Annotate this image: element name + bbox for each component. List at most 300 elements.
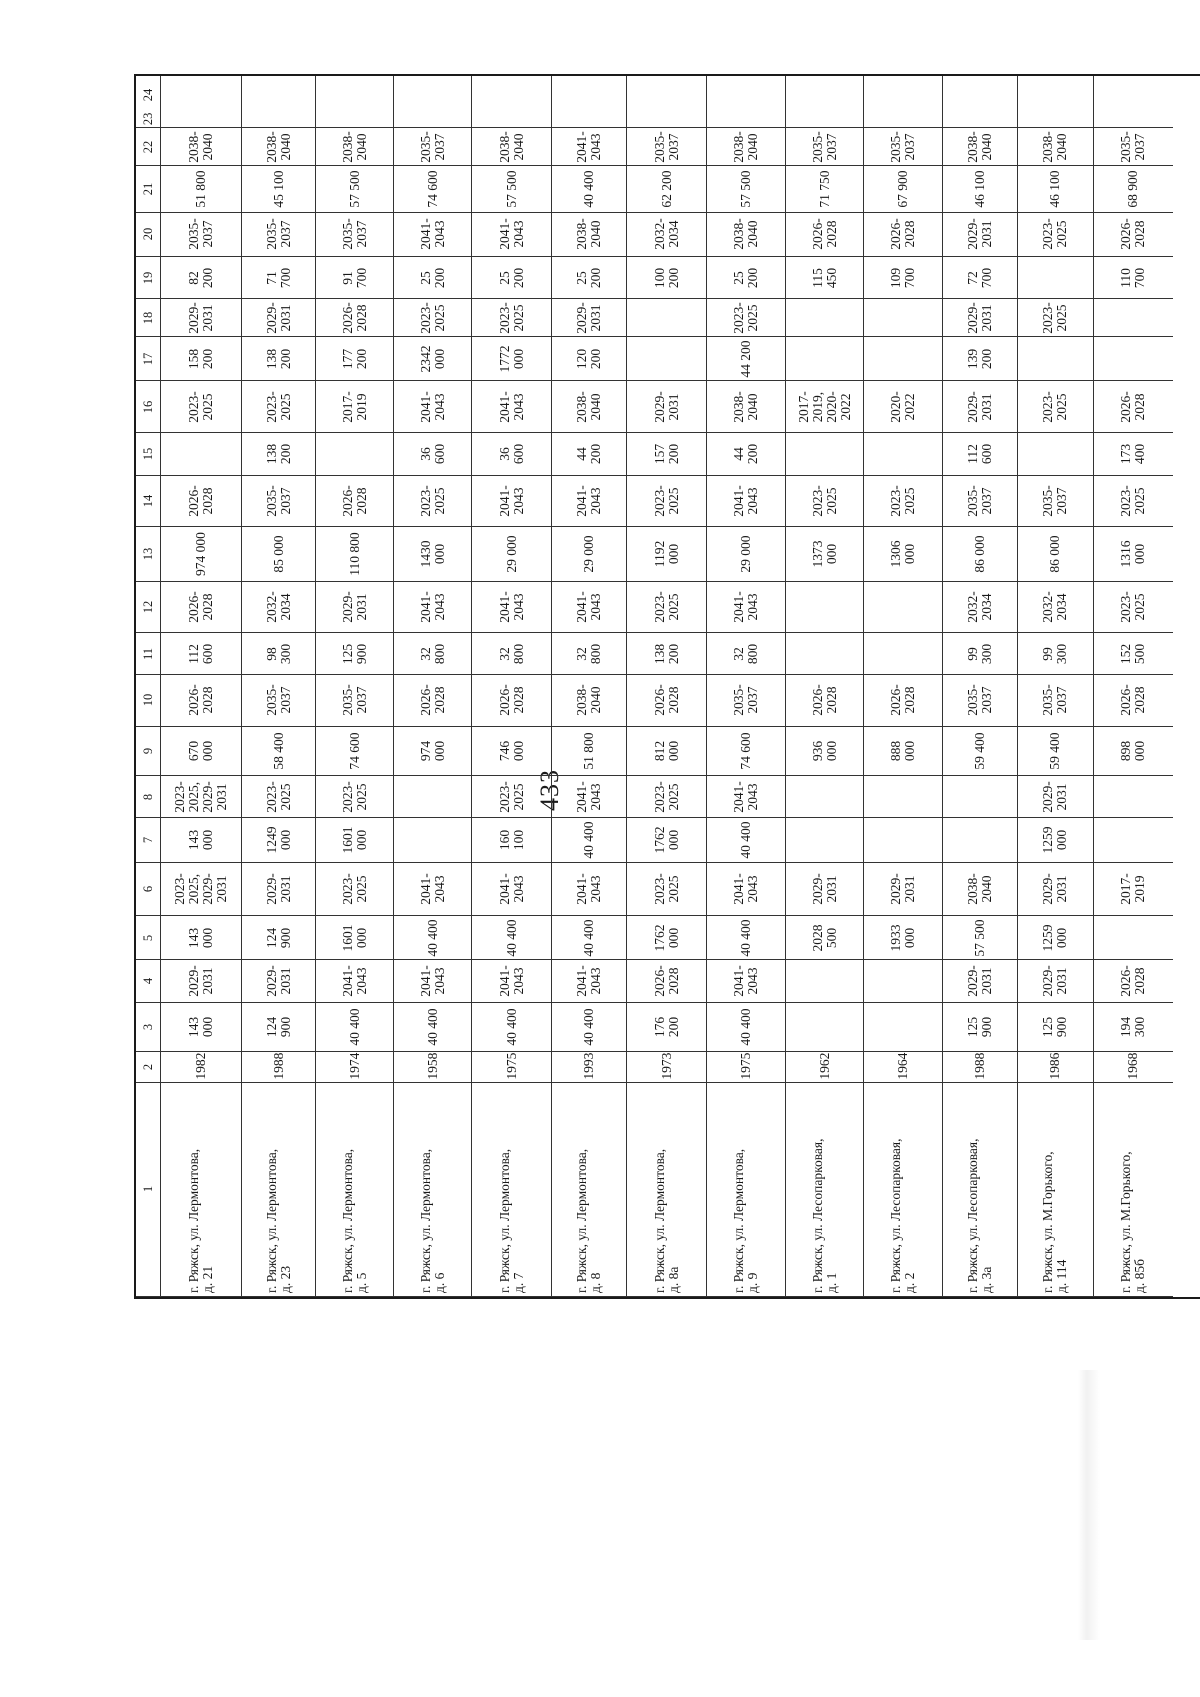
table-cell <box>1018 1052 1093 1083</box>
table-cell <box>242 128 315 166</box>
address-text: г. Ряжск, ул. Лермонтова, д. 5 <box>339 1149 369 1294</box>
header-cell <box>136 166 160 212</box>
table-cell <box>394 381 471 433</box>
table-cell <box>1094 299 1173 337</box>
table-cell <box>627 76 705 114</box>
table-cell <box>394 916 471 960</box>
cell-value: 2029- 2031 <box>574 302 604 334</box>
table-cell <box>707 128 785 166</box>
cell-value: 2041- 2043 <box>417 591 447 623</box>
table-cell <box>1018 727 1093 777</box>
table-cell <box>242 476 315 527</box>
column-number: 9 <box>141 747 156 754</box>
table-cell <box>394 476 471 527</box>
table-cell <box>316 1003 393 1052</box>
table-cell <box>316 381 393 433</box>
table-cell <box>707 960 785 1003</box>
table-cell <box>707 916 785 960</box>
column-number: 8 <box>141 793 156 800</box>
table-cell <box>552 582 627 633</box>
cell-value: 36 600 <box>496 444 526 465</box>
cell-value: 2038- 2040 <box>731 390 761 423</box>
cell-value: 25 200 <box>731 267 761 288</box>
column-number: 2 <box>141 1063 156 1070</box>
table-cell <box>786 916 863 960</box>
cell-value: 2029- 2031 <box>651 390 681 423</box>
table-cell <box>1018 128 1093 166</box>
table-cell <box>1018 381 1093 433</box>
cell-value: 2023- 2025 <box>263 781 293 813</box>
cell-value: 2017- 2019 <box>1118 873 1148 905</box>
table-cell <box>161 863 241 916</box>
table-row <box>552 76 628 1297</box>
header-cell <box>136 1083 160 1297</box>
table-cell <box>707 257 785 299</box>
cell-value: 1772 000 <box>496 345 526 373</box>
cell-value: 1974 <box>346 1052 362 1080</box>
cell-value: 32 800 <box>574 643 604 664</box>
table-cell <box>394 213 471 258</box>
cell-value: 2041- 2043 <box>417 965 447 997</box>
cell-value: 44 200 <box>738 340 754 378</box>
cell-value: 62 200 <box>658 170 674 208</box>
cell-value: 2026- 2028 <box>887 218 917 251</box>
cell-value: 36 600 <box>417 444 447 465</box>
cell-value: 2023- 2025 <box>651 485 681 517</box>
cell-value: 2026- 2028 <box>186 485 216 517</box>
column-number: 5 <box>141 934 156 941</box>
cell-value: 974 000 <box>417 740 447 761</box>
cell-value: 40 400 <box>424 918 440 957</box>
cell-value: 2026- 2028 <box>1118 218 1148 251</box>
cell-value: 2026- 2028 <box>186 684 216 717</box>
cell-value: 2041- 2043 <box>496 591 526 623</box>
table-cell <box>943 675 1018 726</box>
table-row <box>943 76 1019 1297</box>
cell-value: 2032- 2034 <box>263 591 293 623</box>
cell-value: 57 500 <box>503 170 519 208</box>
cell-value: 2038- 2040 <box>964 873 994 905</box>
table-cell <box>786 582 863 633</box>
cell-value: 143 000 <box>186 927 216 948</box>
table-cell <box>864 166 941 212</box>
cell-value: 32 800 <box>731 643 761 664</box>
cell-value: 2035- 2037 <box>809 130 839 163</box>
table-cell <box>864 76 941 114</box>
table-cell <box>786 476 863 527</box>
table-cell <box>242 582 315 633</box>
header-cell <box>136 527 160 582</box>
cell-value: 99 300 <box>1040 643 1070 664</box>
address-text: г. Ряжск, ул. Лермонтова, д. 23 <box>263 1149 293 1294</box>
table-cell <box>1094 527 1173 582</box>
table-cell <box>1018 299 1093 337</box>
cell-value: 2032- 2034 <box>964 591 994 623</box>
table-cell <box>1094 960 1173 1003</box>
column-number: 14 <box>141 494 156 508</box>
address-cell <box>943 1083 1018 1297</box>
table-cell <box>864 476 941 527</box>
cell-value: 46 100 <box>1047 170 1063 208</box>
table-cell <box>161 675 241 726</box>
table-cell <box>864 299 941 337</box>
table-cell <box>394 863 471 916</box>
header-cell <box>136 128 160 166</box>
table-cell <box>943 337 1018 381</box>
cell-value: 25 200 <box>574 267 604 288</box>
table-cell <box>552 257 627 299</box>
table-cell <box>242 114 315 128</box>
cell-value: 2035- 2037 <box>339 684 369 717</box>
cell-value: 2029- 2031 <box>1040 781 1070 813</box>
cell-value: 2017- 2019 <box>339 390 369 423</box>
cell-value: 1373 000 <box>809 540 839 568</box>
column-number: 4 <box>141 977 156 985</box>
table-cell <box>472 675 550 726</box>
table-cell <box>943 257 1018 299</box>
table-cell <box>161 128 241 166</box>
table-cell <box>472 818 550 863</box>
table-cell <box>627 727 705 777</box>
table-cell <box>707 527 785 582</box>
cell-value: 2041- 2043 <box>574 873 604 905</box>
table-cell <box>316 1052 393 1083</box>
table-cell <box>316 76 393 114</box>
table-cell <box>864 433 941 476</box>
cell-value: 86 000 <box>1047 535 1063 573</box>
table-cell <box>161 916 241 960</box>
cell-value: 91 700 <box>339 267 369 288</box>
cell-value: 2023- 2025 <box>887 485 917 517</box>
cell-value: 888 000 <box>887 740 917 761</box>
table-cell <box>1094 337 1173 381</box>
address-cell <box>786 1083 863 1297</box>
cell-value: 2041- 2043 <box>731 781 761 813</box>
column-number: 24 <box>141 88 156 102</box>
table-cell <box>1018 960 1093 1003</box>
header-cell <box>136 776 160 818</box>
cell-value: 124 900 <box>263 1016 293 1037</box>
cell-value: 670 000 <box>186 740 216 761</box>
cell-value: 2023- 2025 <box>339 781 369 813</box>
table-cell <box>786 1003 863 1052</box>
header-band <box>136 76 161 1297</box>
cell-value: 40 400 <box>346 1008 362 1046</box>
column-number: 10 <box>141 694 156 707</box>
table-cell <box>786 675 863 726</box>
table-cell <box>472 633 550 675</box>
table-cell <box>552 818 627 863</box>
address-text: г. Ряжск, ул. М.Горького, д. 85б <box>1118 1151 1148 1294</box>
column-number: 13 <box>141 547 156 560</box>
table-cell <box>394 960 471 1003</box>
cell-value: 2035- 2037 <box>887 130 917 163</box>
table-cell <box>864 776 941 818</box>
cell-value: 2035- 2037 <box>731 684 761 717</box>
table-cell <box>242 863 315 916</box>
table-cell <box>161 76 241 114</box>
table-cell <box>472 128 550 166</box>
cell-value: 25 200 <box>417 267 447 288</box>
table-cell <box>552 727 627 777</box>
header-cell <box>136 337 160 381</box>
table-cell <box>943 166 1018 212</box>
cell-value: 2041- 2043 <box>731 873 761 905</box>
table-cell <box>316 114 393 128</box>
cell-value: 158 200 <box>186 348 216 369</box>
table-cell <box>943 433 1018 476</box>
cell-value: 2029- 2031 <box>887 873 917 905</box>
table-cell <box>943 527 1018 582</box>
cell-value: 2035- 2037 <box>417 130 447 163</box>
table-cell <box>627 1003 705 1052</box>
cell-value: 2035- 2037 <box>263 218 293 251</box>
table-cell <box>786 128 863 166</box>
table-cell <box>394 114 471 128</box>
table-cell <box>627 863 705 916</box>
cell-value: 1306 000 <box>887 540 917 568</box>
cell-value: 59 400 <box>971 732 987 770</box>
column-number: 17 <box>141 352 156 365</box>
cell-value: 100 200 <box>651 267 681 288</box>
table-cell <box>242 433 315 476</box>
table-cell <box>316 257 393 299</box>
table-cell <box>1094 381 1173 433</box>
cell-value: 2029- 2031 <box>964 218 994 251</box>
table-cell <box>943 213 1018 258</box>
table-cell <box>943 476 1018 527</box>
cell-value: 112 600 <box>964 444 994 465</box>
cell-value: 57 500 <box>971 918 987 957</box>
address-cell <box>627 1083 705 1297</box>
table-cell <box>472 337 550 381</box>
table-cell <box>707 776 785 818</box>
cell-value: 110 700 <box>1118 267 1148 288</box>
cell-value: 125 900 <box>1040 1016 1070 1037</box>
table-cell <box>627 128 705 166</box>
cell-value: 152 500 <box>1118 643 1148 664</box>
table-cell <box>707 213 785 258</box>
cell-value: 2038- 2040 <box>574 684 604 717</box>
cell-value: 1982 <box>193 1052 209 1080</box>
table-cell <box>552 960 627 1003</box>
table-cell <box>316 337 393 381</box>
cell-value: 2041- 2043 <box>339 965 369 997</box>
table-cell <box>707 166 785 212</box>
table-cell <box>1094 916 1173 960</box>
cell-value: 82 200 <box>186 267 216 288</box>
table-cell <box>242 1003 315 1052</box>
cell-value: 1249 000 <box>263 826 293 854</box>
cell-value: 2023- 2025 <box>496 302 526 334</box>
table-cell <box>161 166 241 212</box>
table-cell <box>1094 776 1173 818</box>
address-cell <box>472 1083 550 1297</box>
cell-value: 138 200 <box>263 444 293 465</box>
table-cell <box>1018 527 1093 582</box>
cell-value: 74 600 <box>424 170 440 208</box>
table-cell <box>472 776 550 818</box>
table-cell <box>242 213 315 258</box>
table-cell <box>707 381 785 433</box>
table-cell <box>161 299 241 337</box>
table-cell <box>161 776 241 818</box>
table-cell <box>864 337 941 381</box>
cell-value: 1316 000 <box>1118 540 1148 568</box>
cell-value: 1192 000 <box>651 540 681 567</box>
cell-value: 2017- 2019, 2020- 2022 <box>795 390 853 423</box>
cell-value: 71 750 <box>816 170 832 208</box>
table-cell <box>472 299 550 337</box>
table-cell <box>864 818 941 863</box>
address-text: г. Ряжск, ул. Лесопарковая, д. 2 <box>887 1138 917 1294</box>
cell-value: 98 300 <box>263 643 293 664</box>
table-cell <box>1018 257 1093 299</box>
cell-value: 2023- 2025 <box>651 591 681 623</box>
cell-value: 2041- 2043 <box>574 781 604 813</box>
table-cell <box>316 727 393 777</box>
cell-value: 112 600 <box>186 643 216 664</box>
table-cell <box>627 916 705 960</box>
table-cell <box>161 257 241 299</box>
column-number: 22 <box>141 140 156 153</box>
table-cell <box>864 381 941 433</box>
table-cell <box>316 128 393 166</box>
table-cell <box>552 76 627 114</box>
header-cell <box>136 433 160 476</box>
cell-value: 2029- 2031 <box>1040 873 1070 905</box>
column-number: 21 <box>141 182 156 196</box>
table-cell <box>242 727 315 777</box>
cell-value: 936 000 <box>809 740 839 761</box>
table-cell <box>943 776 1018 818</box>
cell-value: 1259 000 <box>1040 826 1070 854</box>
table-cell <box>316 527 393 582</box>
table-cell <box>316 633 393 675</box>
table-cell <box>161 114 241 128</box>
table-cell <box>1018 476 1093 527</box>
table-cell <box>394 299 471 337</box>
table-cell <box>786 257 863 299</box>
address-text: г. Ряжск, ул. Лесопарковая, д. 1 <box>809 1138 839 1294</box>
header-cell <box>136 916 160 960</box>
table-cell <box>627 337 705 381</box>
table-row <box>1018 76 1094 1297</box>
address-cell <box>1094 1083 1173 1297</box>
cell-value: 138 200 <box>263 348 293 369</box>
table-cell <box>394 257 471 299</box>
table-cell <box>707 476 785 527</box>
column-number: 18 <box>141 311 156 324</box>
cell-value: 2342 000 <box>417 345 447 373</box>
table-cell <box>242 166 315 212</box>
table-cell <box>864 1003 941 1052</box>
cell-value: 40 400 <box>581 1008 597 1046</box>
cell-value: 1973 <box>658 1052 674 1080</box>
cell-value: 746 000 <box>496 740 526 761</box>
table-cell <box>552 1003 627 1052</box>
cell-value: 2038- 2040 <box>731 218 761 251</box>
table-cell <box>627 166 705 212</box>
table-cell <box>552 166 627 212</box>
header-cell <box>136 213 160 258</box>
cell-value: 2029- 2031 <box>964 390 994 423</box>
cell-value: 2038- 2040 <box>339 130 369 163</box>
cell-value: 2035- 2037 <box>651 130 681 163</box>
table-cell <box>627 633 705 675</box>
cell-value: 124 900 <box>263 927 293 948</box>
cell-value: 194 300 <box>1118 1016 1148 1037</box>
table-cell <box>552 476 627 527</box>
table-cell <box>1094 582 1173 633</box>
table-cell <box>161 1052 241 1083</box>
table-cell <box>1094 433 1173 476</box>
table-cell <box>943 114 1018 128</box>
cell-value: 68 900 <box>1125 170 1141 208</box>
cell-value: 57 500 <box>738 170 754 208</box>
cell-value: 2029- 2031 <box>263 965 293 997</box>
cell-value: 2041- 2043 <box>417 873 447 905</box>
address-text: г. Ряжск, ул. Лермонтова, д. 8 <box>574 1149 604 1294</box>
cell-value: 74 600 <box>346 732 362 770</box>
table-cell <box>943 299 1018 337</box>
table-cell <box>627 1052 705 1083</box>
cell-value: 2038- 2040 <box>731 130 761 163</box>
cell-value: 72 700 <box>964 267 994 288</box>
table-cell <box>552 114 627 128</box>
cell-value: 110 800 <box>346 532 362 576</box>
cell-value: 58 400 <box>270 732 286 770</box>
table-cell <box>472 582 550 633</box>
table-cell <box>864 916 941 960</box>
table-cell <box>1094 114 1173 128</box>
table-cell <box>1018 166 1093 212</box>
cell-value: 2023- 2025, 2029- 2031 <box>172 781 230 813</box>
table-cell <box>1018 818 1093 863</box>
table-cell <box>316 299 393 337</box>
column-number: 23 <box>141 112 156 125</box>
table-cell <box>242 675 315 726</box>
cell-value: 1993 <box>581 1052 597 1080</box>
table-cell <box>1094 818 1173 863</box>
table-cell <box>1018 337 1093 381</box>
address-cell <box>707 1083 785 1297</box>
cell-value: 2026- 2028 <box>1118 965 1148 997</box>
cell-value: 2029- 2031 <box>263 873 293 905</box>
table-row <box>316 76 394 1297</box>
cell-value: 40 400 <box>738 821 754 859</box>
cell-value: 143 000 <box>186 1016 216 1037</box>
cell-value: 1933 000 <box>887 924 917 952</box>
cell-value: 40 400 <box>503 1008 519 1046</box>
table-cell <box>627 582 705 633</box>
table-cell <box>472 213 550 258</box>
table-cell <box>316 213 393 258</box>
column-number: 7 <box>141 837 156 844</box>
table-cell <box>864 257 941 299</box>
column-number: 3 <box>141 1023 156 1030</box>
table-row <box>864 76 942 1297</box>
cell-value: 2041- 2043 <box>417 390 447 423</box>
cell-value: 2023- 2025 <box>417 485 447 517</box>
table-cell <box>316 476 393 527</box>
cell-value: 2029- 2031 <box>186 965 216 997</box>
cell-value: 2041- 2043 <box>496 485 526 517</box>
table-cell <box>552 1052 627 1083</box>
table-cell <box>864 633 941 675</box>
cell-value: 2035- 2037 <box>339 218 369 251</box>
cell-value: 2023- 2025 <box>1040 390 1070 423</box>
